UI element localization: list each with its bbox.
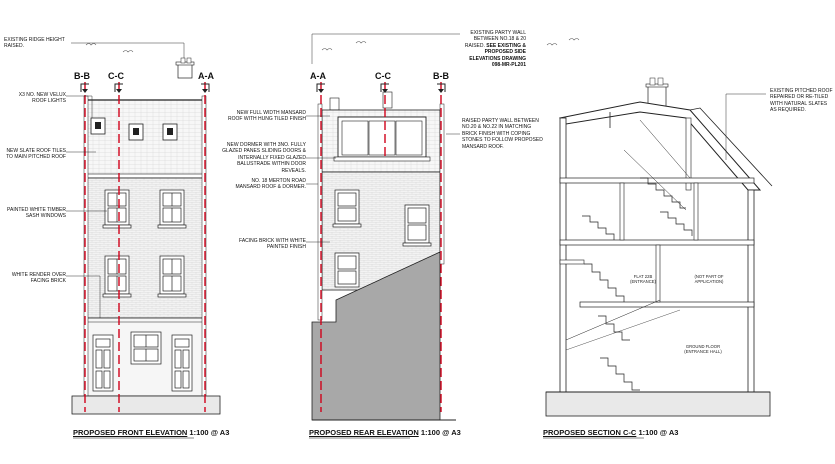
note-ridge-height: EXISTING RIDGE HEIGHT RAISED. <box>4 37 65 50</box>
sash-window <box>158 190 186 228</box>
cut-label-a-a: A-A <box>310 71 326 81</box>
rear-elevation <box>306 34 460 438</box>
title-rear-elevation: PROPOSED REAR ELEVATION 1:100 @ A3 <box>309 428 461 437</box>
room-label-not-part: (NOT PART OF APPLICATION) <box>694 274 724 285</box>
note-slate-tiles: NEW SLATE ROOF TILES TO MAIN PITCHED ROOF <box>6 148 66 161</box>
bird-icon <box>86 44 96 46</box>
bird-icon <box>547 44 557 46</box>
note-dormer: NEW DORMER WITH 3NO. FULLY GLAZED PANES SLIDING DOORS & INTERNALLY FIXED GLAZED BALUSTRADE WITHIN DOOR REVEALS. <box>222 142 306 174</box>
cut-label-a-a: A-A <box>198 71 214 81</box>
bird-icon <box>356 42 366 44</box>
sash-window <box>103 256 131 297</box>
front-roof <box>86 100 204 176</box>
note-pitched-roof: EXISTING PITCHED ROOF REPAIRED OR RE-TILED WITH NATURAL SLATES AS REQUIRED. <box>770 88 833 114</box>
sash-window <box>403 205 431 246</box>
note-mansard-roof: NEW FULL WIDTH MANSARD ROOF WITH HUNG TILED FINISH <box>228 110 306 123</box>
front-door <box>93 335 113 391</box>
cut-label-c-c: C-C <box>375 71 391 81</box>
sash-window <box>131 332 161 364</box>
cut-label-b-b: B-B <box>74 71 90 81</box>
cut-label-c-c: C-C <box>108 71 124 81</box>
note-sash-windows: PAINTED WHITE TIMBER SASH WINDOWS <box>7 207 66 220</box>
note-facing-brick: FACING BRICK WITH WHITE PAINTED FINISH <box>239 238 306 251</box>
sash-window <box>158 256 186 297</box>
sash-window <box>333 190 361 227</box>
note-raised-party-wall: RAISED PARTY WALL BETWEEN NO.20 & NO.22 IN MATCHING BRICK FINISH WITH COPING STONES TO FOLLOW PROPOSED MANSARD ROOF. <box>462 118 543 150</box>
sash-window <box>103 190 131 228</box>
note-merton-road: NO. 18 MERTON ROAD MANSARD ROOF & DORMER. <box>235 178 306 191</box>
note-white-render: WHITE RENDER OVER FACING BRICK <box>11 272 66 285</box>
chimney <box>178 64 192 78</box>
cut-label-b-b: B-B <box>433 71 449 81</box>
front-door <box>172 335 192 391</box>
note-velux: X3 NO. NEW VELUX ROOF LIGHTS <box>18 92 66 105</box>
section-c-c <box>543 39 772 439</box>
bird-icon <box>322 49 332 51</box>
front-elevation <box>66 43 220 438</box>
bird-icon <box>123 51 133 53</box>
title-section-c-c: PROPOSED SECTION C-C 1:100 @ A3 <box>543 428 679 437</box>
sash-window <box>335 253 359 287</box>
title-front-elevation: PROPOSED FRONT ELEVATION 1:100 @ A3 <box>73 428 230 437</box>
room-label-flat-22b: FLAT 22B (ENTRANCE) <box>630 274 656 285</box>
room-label-ground-floor: GROUND FLOOR (ENTRANCE HALL) <box>684 344 722 355</box>
bird-icon <box>569 39 579 41</box>
note-party-wall: EXISTING PARTY WALL BETWEEN NO.18 & 20 RAISED. SEE EXISTING & PROPOSED SIDE ELEVATIONS DRAWING 098-MR-PL201 <box>464 30 526 69</box>
